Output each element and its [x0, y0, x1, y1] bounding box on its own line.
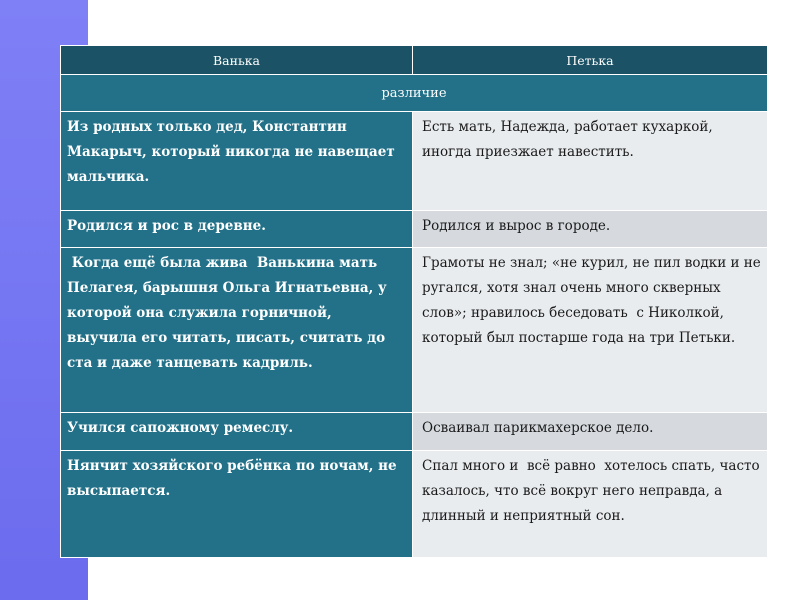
- vanka-cell-text: Родился и рос в деревне.: [67, 218, 266, 234]
- vanka-cell-text: Из родных только дед, Константин Макарыч, который никогда не навещает мальчика.: [67, 119, 395, 185]
- petka-cell-text: Грамоты не знал; «не курил, не пил водки и не ругался, хотя знал очень много скверных слов»; нравилось беседовать с Николкой, который был постарше года на три Петьки.: [422, 255, 766, 346]
- table-header-row: [61, 46, 768, 75]
- table-row: [61, 211, 768, 248]
- petka-cell-text: Родился и вырос в городе.: [422, 218, 611, 234]
- vanka-cell: [61, 451, 413, 558]
- comparison-table: [60, 45, 768, 558]
- vanka-cell: [61, 211, 413, 248]
- vanka-cell: [61, 112, 413, 211]
- petka-cell-text: Спал много и всё равно хотелось спать, часто казалось, что всё вокруг него неправда, а длинный и неприятный сон.: [422, 458, 764, 524]
- header-cell-petka: Петька: [413, 46, 768, 75]
- table-row: [61, 413, 768, 451]
- vanka-cell: [61, 248, 413, 413]
- petka-cell-text: Осваивал парикмахерское дело.: [422, 420, 654, 436]
- petka-cell: [413, 451, 768, 558]
- subheader-row: [61, 75, 768, 112]
- vanka-cell-text: Нянчит хозяйского ребёнка по ночам, не высыпается.: [67, 458, 397, 499]
- vanka-cell-text: Учился сапожному ремеслу.: [67, 420, 294, 436]
- subheader-cell-difference: различие: [61, 75, 768, 112]
- petka-cell: [413, 248, 768, 413]
- vanka-cell: [61, 413, 413, 451]
- petka-cell: [413, 413, 768, 451]
- petka-cell-text: Есть мать, Надежда, работает кухаркой, иногда приезжает навестить.: [422, 119, 713, 160]
- vanka-cell-text: Когда ещё была жива Ванькина мать Пелагея, барышня Ольга Игнатьевна, у которой она служила горничной, выучила его читать, писать, считать до ста и даже танцевать кадриль.: [67, 255, 392, 371]
- table-row: [61, 451, 768, 558]
- table-row: [61, 112, 768, 211]
- petka-cell: [413, 211, 768, 248]
- header-cell-vanka: Ванька: [61, 46, 413, 75]
- table-row: [61, 248, 768, 413]
- petka-cell: [413, 112, 768, 211]
